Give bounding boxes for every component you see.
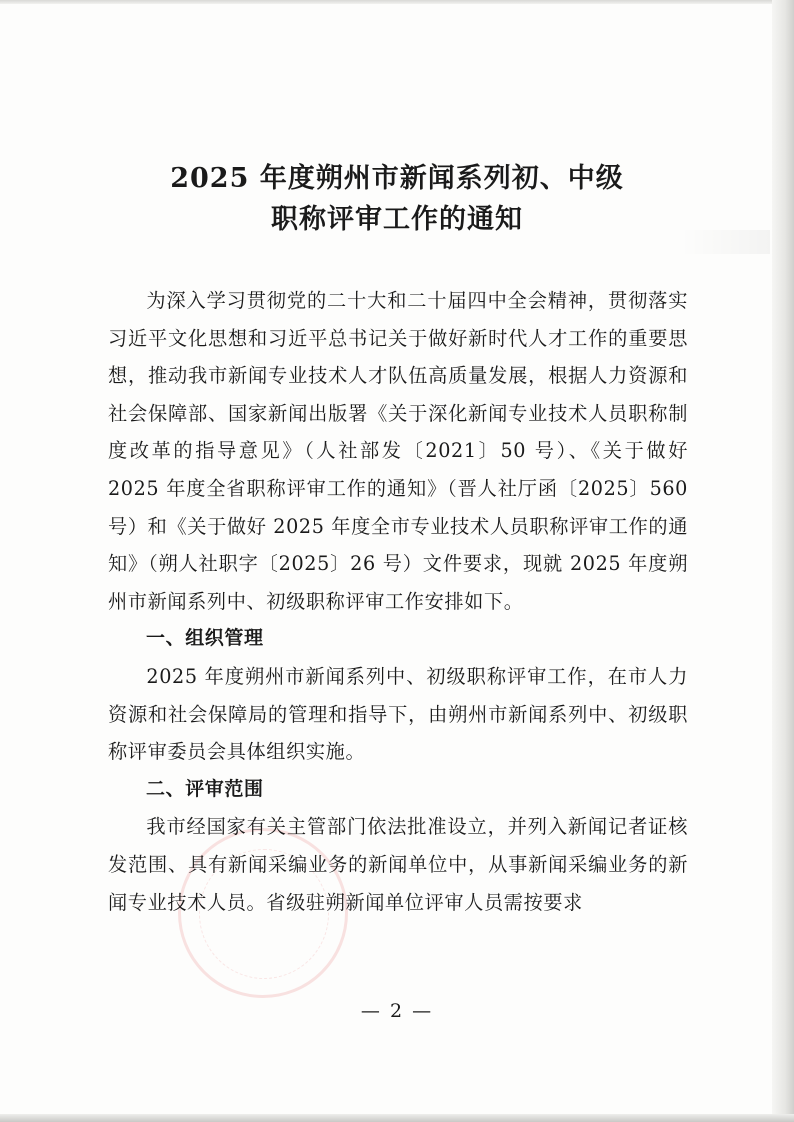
title-line-1: 2025 年度朔州市新闻系列初、中级 xyxy=(170,163,624,194)
document-body xyxy=(108,282,688,921)
section-heading-organization: 一、组织管理 xyxy=(146,627,264,650)
page-number: — 2 — xyxy=(360,1000,434,1022)
scan-edge-bottom xyxy=(0,1114,794,1122)
section-text-organization: 2025 年度朔州市新闻系列中、初级职称评审工作，在市人力资源和社会保障局的管理和指导下，由朔州市新闻系列中、初级职称评审委员会具体组织实施。 xyxy=(108,664,688,764)
section-text-scope: 我市经国家有关主管部门依法批准设立，并列入新闻记者证核发范围、具有新闻采编业务的新闻单位中，从事新闻采编业务的新闻专业技术人员。省级驻朔新闻单位评审人员需按要求 xyxy=(108,815,688,914)
scan-edge-top xyxy=(0,0,794,4)
title-line-2: 职称评审工作的通知 xyxy=(271,204,523,235)
intro-paragraph: 为深入学习贯彻党的二十大和二十届四中全会精神，贯彻落实习近平文化思想和习近平总书记关于做好新时代人才工作的重要思想，推动我市新闻专业技术人才队伍高质量发展，根据人力资源和社会保障部、国家新闻出版署《关于深化新闻专业技术人员职称制度改革的指导意见》（人社部发〔2021〕50 号）、《关于做好 2025 年度全省职称评审工作的通知》（晋人社厅函〔2025〕560 号）和《关于做好 2025 年度全市专业技术人员职称评审工作的通知》（朔人社职字〔2025〕26 号）文件要求，现就 2025 年度朔州市新闻系列中、初级职称评审工作安排如下。 xyxy=(108,289,688,613)
section-heading-scope: 二、评审范围 xyxy=(146,777,264,800)
document-title xyxy=(0,158,794,240)
